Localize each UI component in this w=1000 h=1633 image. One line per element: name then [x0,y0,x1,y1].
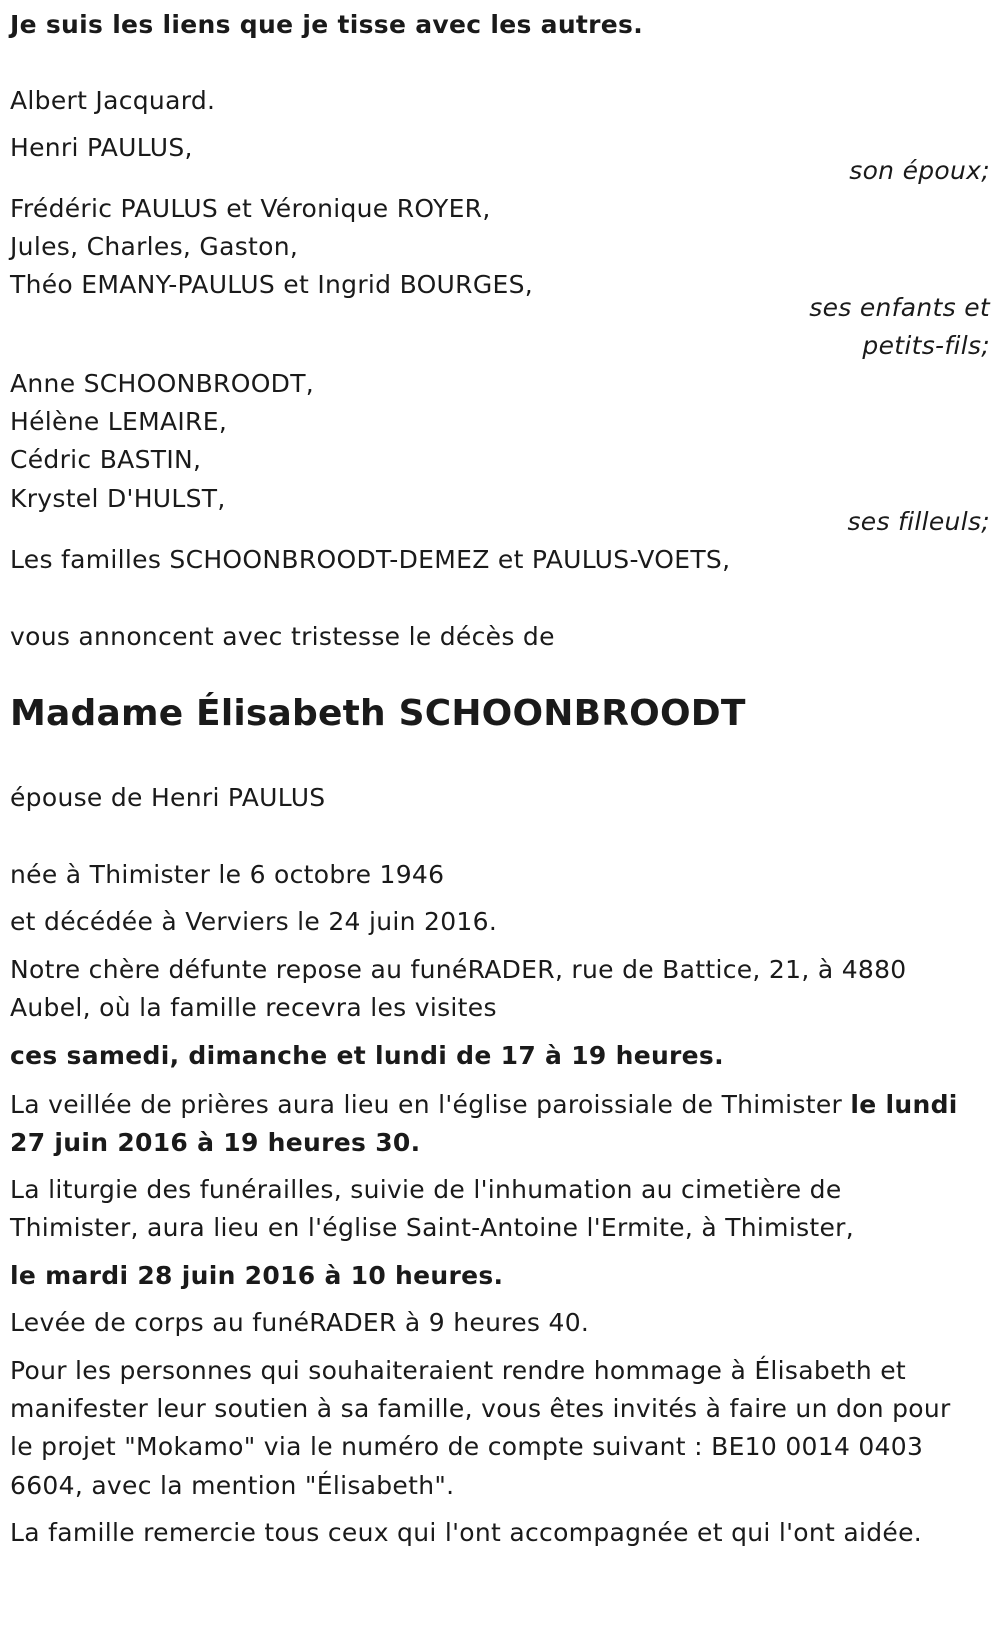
godchild-line: Cédric BASTIN, [10,445,202,474]
donation-line3: le projet "Mokamo" via le numéro de compte suivant : BE10 0014 0403 [10,1432,924,1461]
godchild-line: Krystel D'HULST, [10,484,226,513]
visitation-times: ces samedi, dimanche et lundi de 17 à 19 heures. [10,1041,724,1070]
spouse-of: épouse de Henri PAULUS [10,783,326,812]
children-role-line2: petits-fils; [862,331,990,360]
vigil-text: La veillée de prières aura lieu en l'église paroissiale de Thimister [10,1090,851,1119]
visitation-line2: Aubel, où la famille recevra les visites [10,993,497,1022]
children-line: Théo EMANY-PAULUS et Ingrid BOURGES, [10,270,534,299]
birth: née à Thimister le 6 octobre 1946 [10,860,445,889]
spouse-name: Henri PAULUS, [10,133,193,162]
epigraph: Je suis les liens que je tisse avec les autres. [10,10,644,39]
vigil-line1 [10,1090,958,1120]
visitation-line1: Notre chère défunte repose au funéRADER, rue de Battice, 21, à 4880 [10,955,907,984]
death: et décédée à Verviers le 24 juin 2016. [10,907,498,936]
liturgy-line2: Thimister, aura lieu en l'église Saint-Antoine l'Ermite, à Thimister, [10,1213,855,1242]
vigil-date: 27 juin 2016 à 19 heures 30. [10,1128,421,1157]
donation-line2: manifester leur soutien à sa famille, vous êtes invités à faire un don pour [10,1394,951,1423]
levee: Levée de corps au funéRADER à 9 heures 40. [10,1308,590,1337]
thanks: La famille remercie tous ceux qui l'ont accompagnée et qui l'ont aidée. [10,1518,923,1547]
families: Les familles SCHOONBROODT-DEMEZ et PAULUS-VOETS, [10,545,731,574]
children-role-line1: ses enfants et [809,293,990,322]
deceased-name: Madame Élisabeth SCHOONBROODT [10,693,746,734]
epigraph-author: Albert Jacquard. [10,86,216,115]
liturgy-line1: La liturgie des funérailles, suivie de l'inhumation au cimetière de [10,1175,842,1204]
donation-line1: Pour les personnes qui souhaiteraient rendre hommage à Élisabeth et [10,1356,906,1385]
children-line: Jules, Charles, Gaston, [10,232,299,261]
donation-line4: 6604, avec la mention "Élisabeth". [10,1471,455,1500]
godchild-line: Hélène LEMAIRE, [10,407,228,436]
vigil-day: le lundi [850,1090,958,1119]
godchild-line: Anne SCHOONBROODT, [10,369,315,398]
liturgy-date: le mardi 28 juin 2016 à 10 heures. [10,1261,504,1290]
godchildren-role: ses filleuls; [847,507,990,536]
children-line: Frédéric PAULUS et Véronique ROYER, [10,194,491,223]
spouse-role: son époux; [849,156,990,185]
announcement: vous annoncent avec tristesse le décès de [10,622,555,651]
